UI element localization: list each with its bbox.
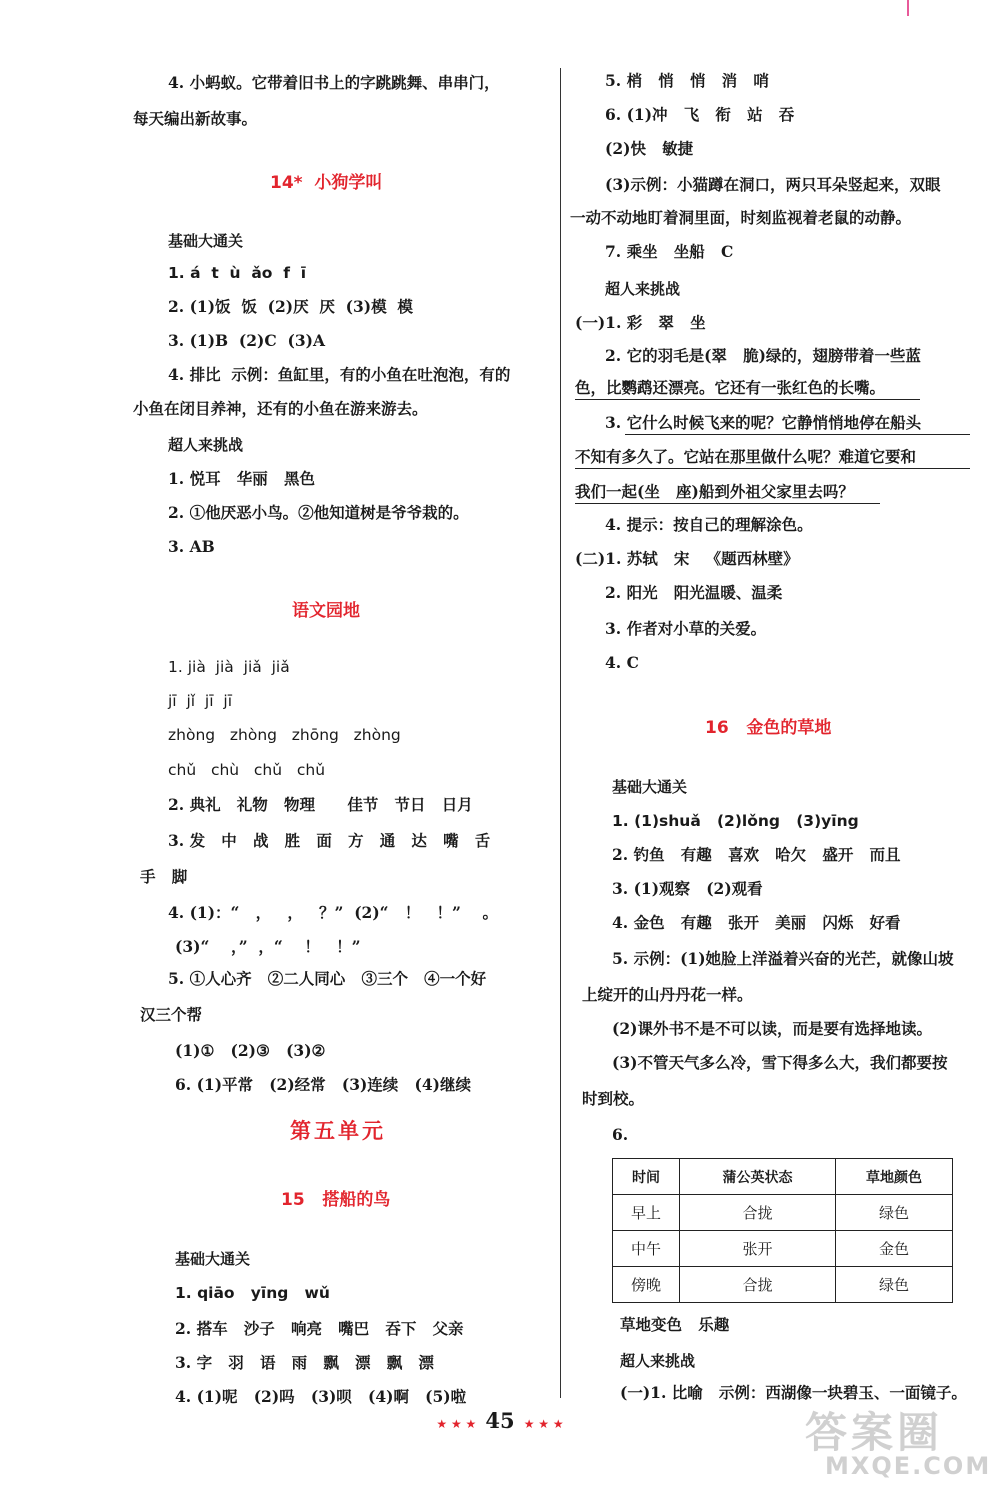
answer-line: 3. 它什么时候飞来的呢？它静悄悄地停在船头 xyxy=(605,413,922,432)
answer-line: 1. 悦耳 华丽 黑色 xyxy=(168,469,315,488)
underline xyxy=(625,434,970,435)
table-header-row xyxy=(613,1159,953,1195)
subheading-super: 超人来挑战 xyxy=(168,436,244,454)
underline xyxy=(575,399,920,400)
answer-line: 2. 搭车 沙子 响亮 嘴巴 吞下 父亲 xyxy=(175,1319,464,1338)
pinyin-line: 1. (1)shuǎ (2)lǒng (3)yīng xyxy=(612,812,859,830)
star-icon: ★ ★ ★ xyxy=(436,1417,477,1431)
answer-line: 4. 小蚂蚁。它带着旧书上的字跳跳舞、串串门， xyxy=(168,73,500,92)
subheading-basic: 基础大通关 xyxy=(612,778,688,796)
answer-line: (一)1. 比喻 示例：西湖像一块碧玉、一面镜子。 xyxy=(620,1383,967,1402)
watermark-url: MXQE.COM xyxy=(825,1452,992,1480)
answer-line: 4. (1)呢 (2)吗 (3)呗 (4)啊 (5)啦 xyxy=(175,1387,467,1406)
answer-line: 草地变色 乐趣 xyxy=(620,1315,730,1334)
subheading-basic: 基础大通关 xyxy=(168,232,244,250)
answer-line: 3. (1)B (2)C (3)A xyxy=(168,331,325,350)
answer-line: 4. 排比 示例：鱼缸里，有的小鱼在吐泡泡，有的 xyxy=(168,365,511,384)
dandelion-table xyxy=(612,1158,953,1303)
answer-line: (3)“ ，” ，“ ！ ！” xyxy=(175,937,361,956)
answer-line: 6. (1)冲 飞 衔 站 吞 xyxy=(605,105,795,124)
answer-line: (3)不管天气多么冷，雪下得多么大，我们都要按 xyxy=(612,1053,948,1072)
answer-line: 我们一起(坐 座)船到外祖父家里去吗？ xyxy=(575,482,854,501)
subheading-super: 超人来挑战 xyxy=(605,280,681,298)
answer-line: (一)1. 彩 翠 坐 xyxy=(575,313,706,332)
answer-line: (2)快 敏捷 xyxy=(605,139,694,158)
answer-line: 色，比鹦鹉还漂亮。它还有一张红色的长嘴。 xyxy=(575,378,886,397)
answer-line: 6. xyxy=(612,1125,629,1144)
answer-line: 时到校。 xyxy=(582,1089,645,1108)
table-cell: 中午 xyxy=(613,1231,680,1267)
answer-line: 3. (1)观察 (2)观看 xyxy=(612,879,763,898)
underline xyxy=(575,468,970,469)
answer-line: 4. 提示：按自己的理解涂色。 xyxy=(605,515,813,534)
page-number: 45 xyxy=(485,1408,515,1433)
answer-line: 6. (1)平常 (2)经常 (3)连续 (4)继续 xyxy=(175,1075,471,1094)
answer-line: 2. 它的羽毛是(翠 脆)绿的，翅膀带着一些蓝 xyxy=(605,346,921,365)
star-icon: ★ ★ ★ xyxy=(523,1417,564,1431)
underline xyxy=(575,503,880,504)
answer-line: 汉三个帮 xyxy=(140,1005,203,1024)
answer-line: 5. 梢 悄 悄 消 哨 xyxy=(605,71,769,90)
section-title-15: 15 搭船的鸟 xyxy=(281,1190,391,1210)
answer-line: 3. 作者对小草的关爱。 xyxy=(605,619,767,638)
answer-line: 2. 钓鱼 有趣 喜欢 哈欠 盛开 而且 xyxy=(612,845,901,864)
table-cell: 合拢 xyxy=(680,1195,836,1231)
answer-line: 2. 典礼 礼物 物理 佳节 节日 日月 xyxy=(168,795,473,814)
section-title-14: 14* 小狗学叫 xyxy=(270,173,383,193)
pinyin-line: jī jǐ jī jī xyxy=(168,692,233,710)
answer-line: 7. 乘坐 坐船 C xyxy=(605,242,734,261)
answer-line: 小鱼在闭目养神，还有的小鱼在游来游去。 xyxy=(133,399,428,418)
answer-line: (3)示例：小猫蹲在洞口，两只耳朵竖起来，双眼 xyxy=(605,175,941,194)
answer-line: 3. AB xyxy=(168,537,215,556)
answer-line: 不知有多久了。它站在那里做什么呢？难道它要和 xyxy=(575,447,917,466)
pinyin-line: chǔ chù chǔ chǔ xyxy=(168,761,326,779)
answer-line: 4. (1)：“ ， ， ？” (2)“ ！ ！” 。 xyxy=(168,903,498,922)
answer-line: 2. ①他厌恶小鸟。②他知道树是爷爷栽的。 xyxy=(168,503,469,522)
pinyin-line: 1. qiāo yīng wǔ xyxy=(175,1284,330,1302)
section-title-16: 16 金色的草地 xyxy=(705,718,832,738)
answer-line: 一动不动地盯着洞里面，时刻监视着老鼠的动静。 xyxy=(570,208,912,227)
watermark-logo: 答案圈 xyxy=(805,1408,944,1457)
answer-line: 2. (1)饭 饭 (2)厌 厌 (3)模 模 xyxy=(168,297,413,316)
table-header-cell: 时间 xyxy=(613,1159,680,1195)
table-cell: 傍晚 xyxy=(613,1267,680,1303)
table-cell: 合拢 xyxy=(680,1267,836,1303)
answer-line: 3. 发 中 战 胜 面 方 通 达 嘴 舌 xyxy=(168,831,491,850)
subheading-super: 超人来挑战 xyxy=(620,1352,696,1370)
table-cell: 绿色 xyxy=(836,1195,953,1231)
answer-line: 手 脚 xyxy=(140,867,188,886)
answer-line: 4. 金色 有趣 张开 美丽 闪烁 好看 xyxy=(612,913,901,932)
table-header-cell: 草地颜色 xyxy=(836,1159,953,1195)
answer-line: 5. 示例：(1)她脸上洋溢着兴奋的光芒，就像山坡 xyxy=(612,949,954,968)
answer-line: 4. C xyxy=(605,653,639,672)
answer-line: 1. á t ù ǎo f ī xyxy=(168,264,307,282)
answer-line: (2)课外书不是不可以读，而是要有选择地读。 xyxy=(612,1019,932,1038)
answer-line: 3. 字 羽 语 雨 飘 漂 飘 漂 xyxy=(175,1353,434,1372)
table-cell: 绿色 xyxy=(836,1267,953,1303)
unit-title: 第五单元 xyxy=(290,1119,386,1143)
corner-mark xyxy=(907,0,909,16)
section-title-yuwen: 语文园地 xyxy=(292,601,360,621)
table-row xyxy=(613,1267,953,1303)
table-cell: 金色 xyxy=(836,1231,953,1267)
table-cell: 早上 xyxy=(613,1195,680,1231)
table-cell: 张开 xyxy=(680,1231,836,1267)
subheading-basic: 基础大通关 xyxy=(175,1250,251,1268)
answer-line: 上绽开的山丹丹花一样。 xyxy=(582,985,753,1004)
pinyin-line: 1. jià jià jiǎ jiǎ xyxy=(168,658,290,676)
pinyin-line: zhòng zhòng zhōng zhòng xyxy=(168,726,401,744)
answer-line: (1)① (2)③ (3)② xyxy=(175,1041,326,1060)
table-row xyxy=(613,1195,953,1231)
answer-line: (二)1. 苏轼 宋 《题西林壁》 xyxy=(575,549,799,568)
table-header-cell: 蒲公英状态 xyxy=(680,1159,836,1195)
answer-line: 5. ①人心齐 ②二人同心 ③三个 ④一个好 xyxy=(168,969,487,988)
answer-line: 每天编出新故事。 xyxy=(133,109,258,128)
table-row xyxy=(613,1231,953,1267)
column-divider xyxy=(560,68,561,1398)
answer-line: 2. 阳光 阳光温暖、温柔 xyxy=(605,583,783,602)
